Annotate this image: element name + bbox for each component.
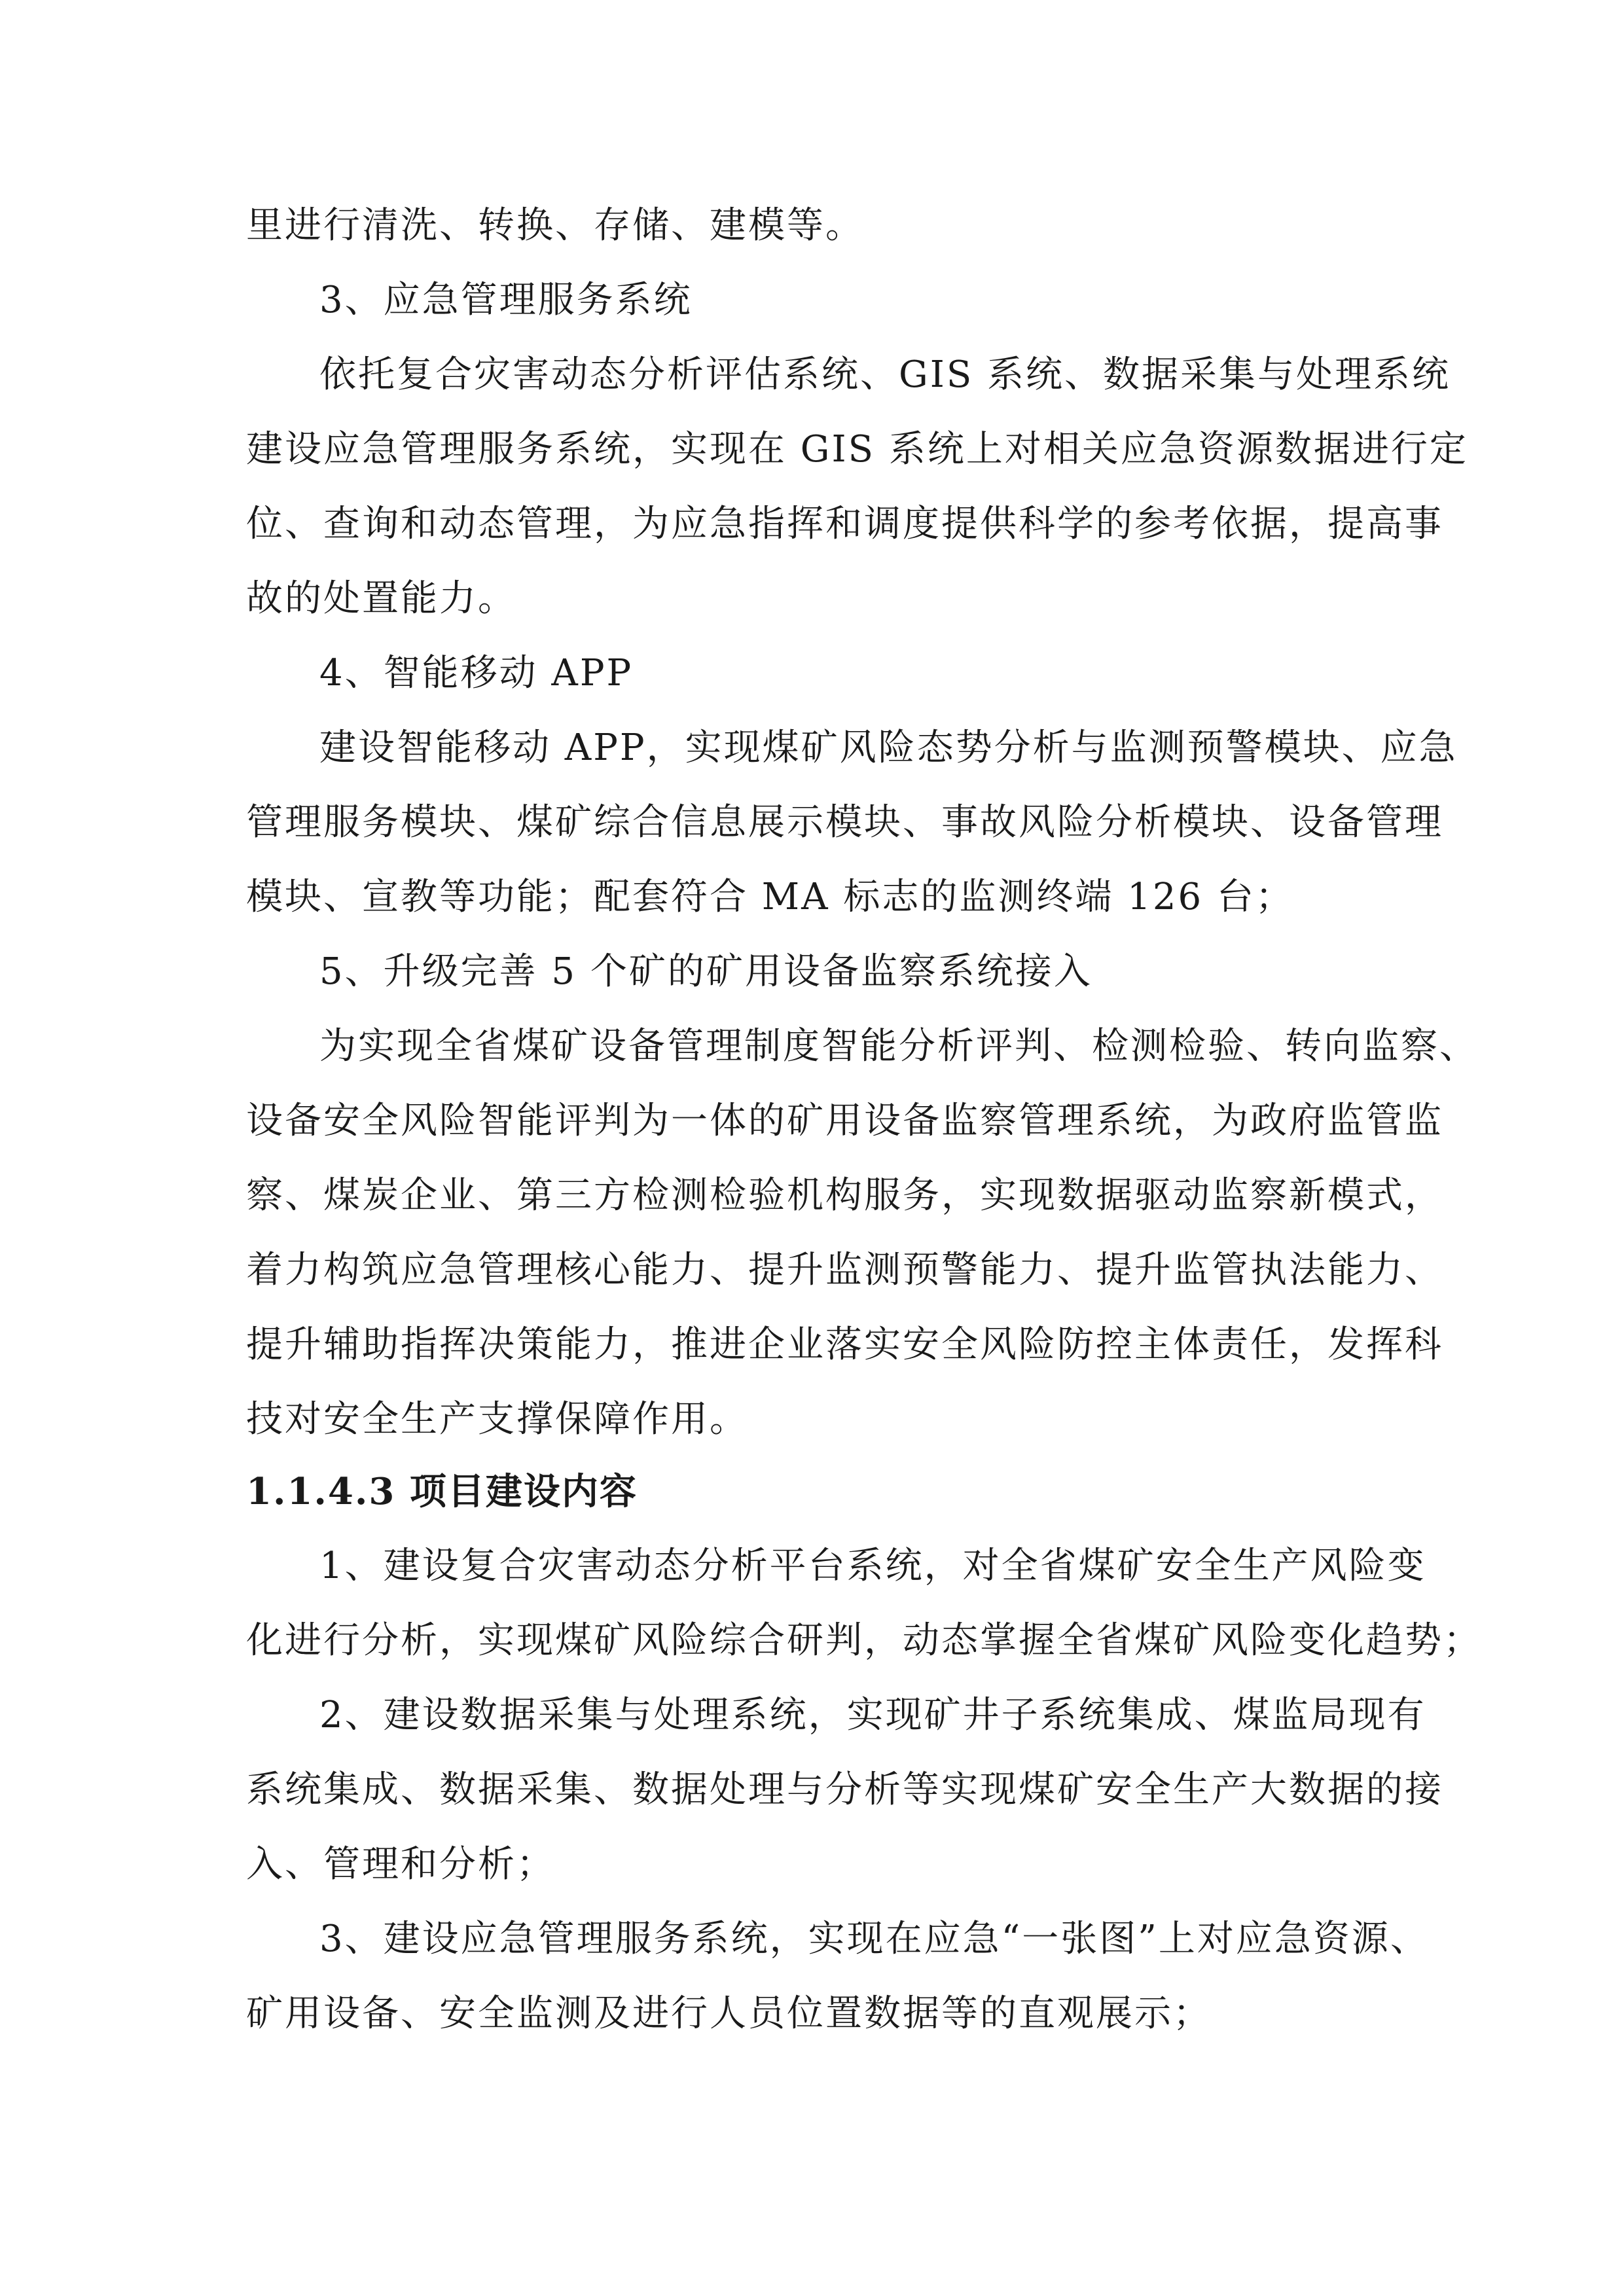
paragraph-line: 里进行清洗、转换、存储、建模等。 <box>246 204 864 247</box>
paragraph-line: 设备安全风险智能评判为一体的矿用设备监察管理系统，为政府监管监 <box>246 1100 1443 1142</box>
paragraph-line: 察、煤炭企业、第三方检测检验机构服务，实现数据驱动监察新模式， <box>246 1174 1443 1217</box>
paragraph-line: 管理服务模块、煤矿综合信息展示模块、事故风险分析模块、设备管理 <box>246 801 1443 844</box>
section-item-title: 3、应急管理服务系统 <box>319 279 693 321</box>
paragraph-line: 系统集成、数据采集、数据处理与分析等实现煤矿安全生产大数据的接 <box>246 1768 1443 1811</box>
paragraph-line: 入、管理和分析； <box>246 1843 555 1886</box>
paragraph-line: 提升辅助指挥决策能力，推进企业落实安全风险防控主体责任，发挥科 <box>246 1323 1443 1366</box>
paragraph-line: 故的处置能力。 <box>246 577 516 620</box>
paragraph-line: 建设智能移动 APP，实现煤矿风险态势分析与监测预警模块、应急 <box>319 726 1458 769</box>
paragraph-line: 3、建设应急管理服务系统，实现在应急“一张图”上对应急资源、 <box>319 1918 1429 1960</box>
paragraph-line: 化进行分析，实现煤矿风险综合研判，动态掌握全省煤矿风险变化趋势； <box>246 1619 1482 1662</box>
section-heading: 1.1.4.3 项目建设内容 <box>246 1470 638 1513</box>
paragraph-line: 着力构筑应急管理核心能力、提升监测预警能力、提升监管执法能力、 <box>246 1249 1443 1291</box>
paragraph-line: 位、查询和动态管理，为应急指挥和调度提供科学的参考依据，提高事 <box>246 503 1443 545</box>
section-item-title: 5、升级完善 5 个矿的矿用设备监察系统接入 <box>319 950 1092 993</box>
paragraph-line: 建设应急管理服务系统，实现在 GIS 系统上对相关应急资源数据进行定 <box>246 428 1468 471</box>
paragraph-line: 2、建设数据采集与处理系统，实现矿井子系统集成、煤监局现有 <box>319 1694 1426 1736</box>
paragraph-line: 依托复合灾害动态分析评估系统、GIS 系统、数据采集与处理系统 <box>319 353 1451 396</box>
paragraph-line: 矿用设备、安全监测及进行人员位置数据等的直观展示； <box>246 1992 1212 2035</box>
section-item-title: 4、智能移动 APP <box>319 652 634 694</box>
paragraph-line: 技对安全生产支撑保障作用。 <box>246 1398 748 1441</box>
paragraph-line: 1、建设复合灾害动态分析平台系统，对全省煤矿安全生产风险变 <box>319 1545 1426 1587</box>
paragraph-line: 为实现全省煤矿设备管理制度智能分析评判、检测检验、转向监察、 <box>319 1025 1478 1067</box>
paragraph-line: 模块、宣教等功能；配套符合 MA 标志的监测终端 126 台； <box>246 876 1294 918</box>
